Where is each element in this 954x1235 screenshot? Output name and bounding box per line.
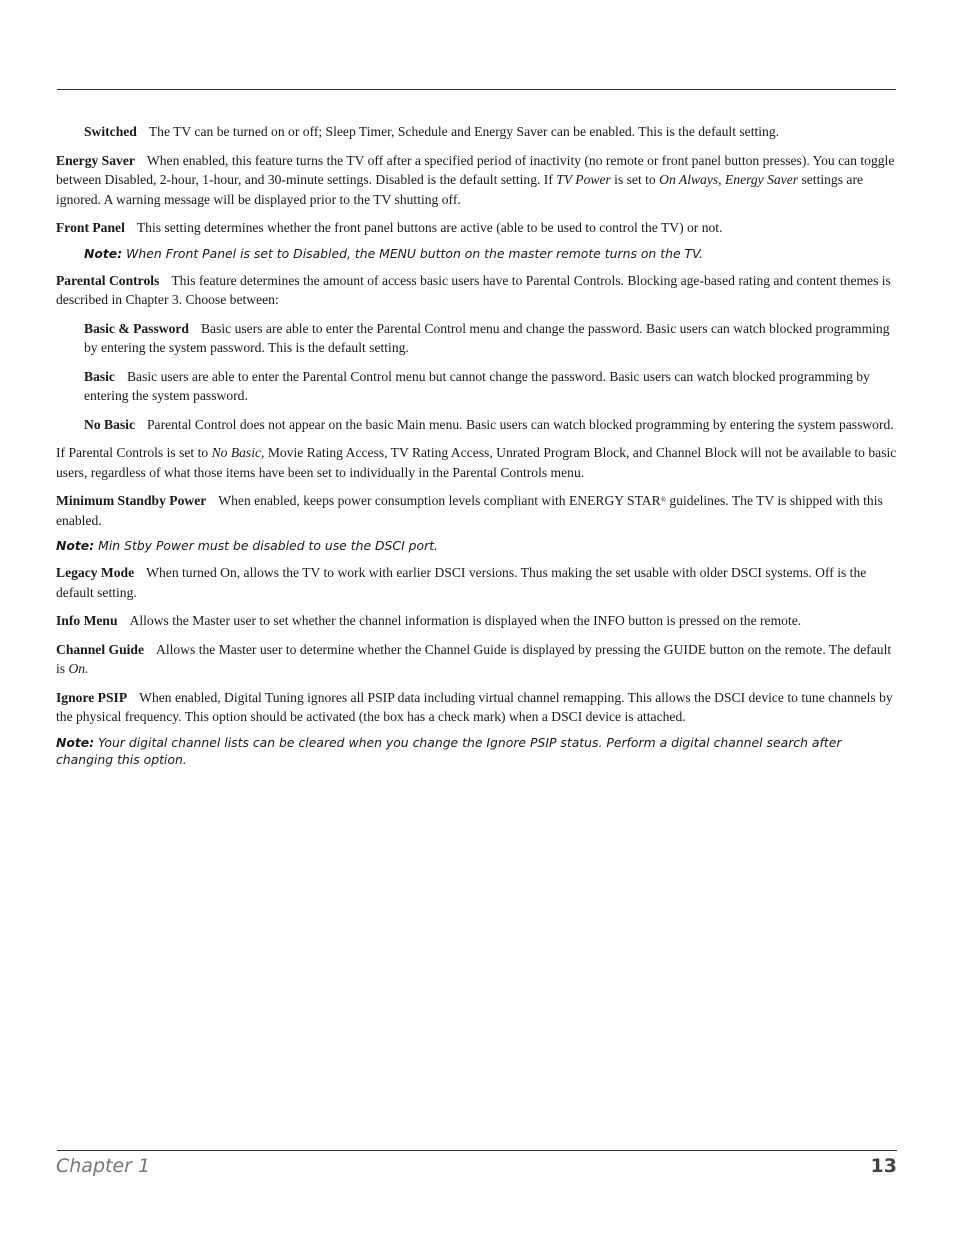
front-panel-note <box>56 245 898 262</box>
switched-term: Switched <box>84 124 137 139</box>
ignore-psip-note <box>56 734 898 768</box>
front-panel-text: This setting determines whether the front panel buttons are active (able to be used to control the TV) or not. <box>136 220 723 235</box>
min-standby-section <box>56 491 898 530</box>
option-text: Basic users are able to enter the Parental Control menu and change the password. Basic users can watch blocked programming by entering the system password. This is the default setting. <box>84 320 890 355</box>
parental-controls-term: Parental Controls <box>56 272 160 288</box>
energy-saver-text-4: settings are ignored. A warning message will be displayed prior to the TV shutting off. <box>56 172 864 207</box>
legacy-mode-section <box>56 563 898 602</box>
energy-saver-italic-1: TV Power <box>556 172 611 187</box>
legacy-mode-term: Legacy Mode <box>56 565 135 580</box>
info-menu-section <box>56 611 898 631</box>
note-label: Note: <box>56 734 95 750</box>
channel-guide-italic: On. <box>68 661 89 676</box>
energy-saver-italic-2: On Always <box>659 172 719 187</box>
page-number: 13 <box>870 1155 897 1177</box>
min-standby-note <box>56 537 898 554</box>
parental-option-basic-password <box>56 319 898 358</box>
note-label: Note: <box>56 538 95 553</box>
note-label: Note: <box>84 245 123 261</box>
channel-guide-section <box>56 640 898 679</box>
front-panel-term: Front Panel <box>56 220 125 235</box>
parental-controls-followup <box>56 443 898 482</box>
ignore-psip-term: Ignore PSIP <box>56 689 128 705</box>
ignore-psip-section <box>56 688 898 727</box>
energy-saver-section <box>56 151 898 210</box>
option-text: Basic users are able to enter the Parental Control menu but cannot change the password. Basic users can watch blocked programming by entering the system password. <box>84 368 870 403</box>
min-standby-text-2: guidelines. The TV is shipped with this enabled. <box>56 493 883 528</box>
info-menu-term: Info Menu <box>56 613 118 628</box>
info-menu-text: Allows the Master user to set whether the channel information is displayed when the INFO button is pressed on the remote. <box>129 613 802 628</box>
option-term: No Basic <box>84 416 135 432</box>
energy-saver-text-1: When enabled, this feature turns the TV off after a specified period of inactivity (no remote or front panel button presses). You can toggle between Disabled, 2-hour, 1-hour, and 30-minute settings. Disabled is the default setting. If <box>56 152 895 187</box>
front-panel-section <box>56 218 898 238</box>
channel-guide-term: Channel Guide <box>56 641 145 657</box>
front-panel-note-text: When Front Panel is set to Disabled, the MENU button on the master remote turns on the TV. <box>126 245 704 261</box>
parental-option-basic <box>56 367 898 406</box>
ignore-psip-text: When enabled, Digital Tuning ignores all PSIP data including virtual channel remapping. This allows the DSCI device to tune channels by the physical frequency. This option should be activated (the box has a check mark) when a DSCI device is attached. <box>56 689 893 724</box>
legacy-mode-text: When turned On, allows the TV to work with earlier DSCI versions. Thus making the set usable with older DSCI systems. Off is the default setting. <box>56 565 867 600</box>
parental-controls-text: This feature determines the amount of access basic users have to Parental Controls. Blocking age-based rating and content themes is described in Chapter 3. Choose between: <box>56 272 891 307</box>
energy-saver-text-3: , <box>718 172 725 187</box>
parental-controls-section <box>56 271 898 310</box>
followup-italic: No Basic, <box>211 445 265 460</box>
channel-guide-text-1: Allows the Master user to determine whether the Channel Guide is displayed by pressing the GUIDE button on the remote. The default is <box>56 641 892 676</box>
option-term: Basic & Password <box>84 320 189 336</box>
switched-option <box>56 122 898 142</box>
ignore-psip-note-text: Your digital channel lists can be cleared when you change the Ignore PSIP status. Perform a digital channel search after changing this option. <box>56 734 842 767</box>
page-content <box>56 122 898 777</box>
parental-option-no-basic <box>56 415 898 435</box>
min-standby-term: Minimum Standby Power <box>56 493 207 508</box>
min-standby-text-1: When enabled, keeps power consumption levels compliant with ENERGY STAR <box>218 493 661 508</box>
energy-saver-term: Energy Saver <box>56 152 135 168</box>
energy-saver-text-2: is set to <box>610 172 660 187</box>
min-standby-note-text: Min Stby Power must be disabled to use the DSCI port. <box>98 538 439 553</box>
option-term: Basic <box>84 368 115 384</box>
header-rule <box>57 89 896 90</box>
footer-chapter-label: Chapter 1 <box>56 1155 151 1177</box>
registered-mark: ® <box>660 496 667 504</box>
followup-text-2: Movie Rating Access, TV Rating Access, Unrated Program Block, and Channel Block will not be available to basic users, regardless of what those items have been set to individually in the Parental Controls menu. <box>56 445 897 480</box>
energy-saver-italic-3: Energy Saver <box>724 172 799 187</box>
followup-text-1: If Parental Controls is set to <box>56 445 212 460</box>
switched-text: The TV can be turned on or off; Sleep Timer, Schedule and Energy Saver can be enabled. This is the default setting. <box>148 124 780 139</box>
footer-rule <box>57 1150 897 1151</box>
option-text: Parental Control does not appear on the basic Main menu. Basic users can watch blocked programming by entering the system password. <box>146 416 894 432</box>
